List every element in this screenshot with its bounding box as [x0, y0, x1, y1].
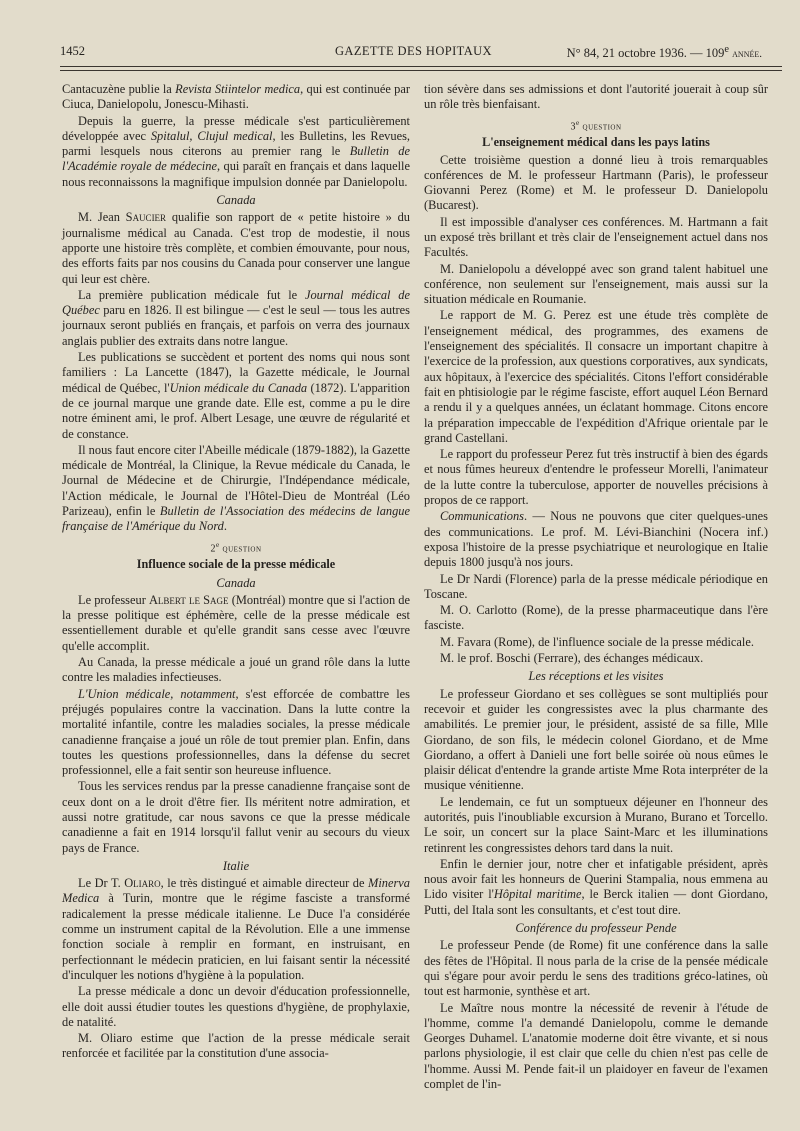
- paragraph: Les publications se succèdent et portent des noms qui nous sont familiers : La Lancette (1847), la Gazette médicale, le Journal médical de Québec, l'Union médicale du Canada (1872). L'apparition de ce journal marque une grande date. Elle est, comme a pu le dire notre éminent ami, le prof. Albert Lesage, une œuvre de régularité et de constance.: [62, 350, 410, 441]
- paragraph: Il nous faut encore citer l'Abeille médicale (1879-1882), la Gazette médicale de Montréal, la Clinique, la Revue médicale du Canada, le Journal de Médecine et de Chirurgie, l'Indépendance médicale, l'Action médicale, le Journal de l'Hôtel-Dieu de Montréal (Léo Parizeau), enfin le Bulletin de l'Association des médecins de langue française de l'Amérique du Nord.: [62, 442, 410, 534]
- paragraph: La presse médicale a donc un devoir d'éducation professionnelle, elle doit aussi étudier toutes les questions d'hygiène, de prophylaxie, de natalité.: [62, 984, 410, 1029]
- paragraph: M. Danielopolu a développé avec son grand talent habituel une conférence, non seulement sur l'enseignement, mais aussi sur la situation médicale en Roumanie.: [424, 261, 768, 307]
- issue-info: N° 84, 21 octobre 1936. — 109e année.: [566, 44, 762, 61]
- paragraph: Au Canada, la presse médicale a joué un grand rôle dans la lutte contre les maladies infectieuses.: [62, 655, 410, 685]
- paragraph: Le rapport du professeur Perez fut très instructif à bien des égards et nous fûmes heureux d'entendre le professeur Morelli, l'animateur de la lutte contre la tuberculose, apporter de nouvelles précisions à propos de ce rapport.: [424, 447, 768, 508]
- paragraph: Cette troisième question a donné lieu à trois remarquables conférences de M. le professeur Hartmann (Paris), le professeur Giovanni Perez (Rome) et M. le professeur D. Danielopolu (Bucarest).: [424, 152, 768, 213]
- subheading-receptions: Les réceptions et les visites: [528, 669, 664, 684]
- right-column: [424, 82, 768, 1093]
- journal-title: GAZETTE DES HOPITAUX: [335, 44, 492, 58]
- question-number: 3e question: [570, 118, 622, 132]
- paragraph: L'Union médicale, notamment, s'est efforcée de combattre les préjugés populaires contre la vaccination. Dans la lutte contre la mortalité infantile, contre les maladies sociales, la presse médicale canadienne française a joué un rôle de tout premier plan. Enfin, dans toutes les questions professionnelles, dans la défense du secret professionnel, elle a fait sentir son heureuse influence.: [62, 686, 410, 778]
- paragraph: M. O. Carlotto (Rome), de la presse pharmaceutique dans l'ère fasciste.: [424, 603, 768, 633]
- paragraph: La première publication médicale fut le Journal médical de Québec paru en 1826. Il est bilingue — c'est le seul — tous les autres journaux seront publiés en français, et parfois on verra des journaux anglais publier des extraits dans notre langue.: [62, 287, 410, 348]
- left-column: [62, 82, 410, 1063]
- subheading-canada: Canada: [216, 193, 256, 208]
- section-title: Influence sociale de la presse médicale: [136, 557, 336, 572]
- subheading-italie: Italie: [222, 858, 250, 873]
- paragraph: M. Oliaro estime que l'action de la presse médicale serait renforcée et facilitée par la constitution d'une associa-: [62, 1031, 410, 1061]
- paragraph: Il est impossible d'analyser ces conférences. M. Hartmann a fait un exposé très brillant et très clair de l'enseignement actuel dans nos Facultés.: [424, 214, 768, 260]
- paragraph: Le Maître nous montre la nécessité de revenir à l'étude de l'homme, comme l'a demandé Danielopolu, comme le demande Georges Duhamel. L'anatomie moderne doit être vivante, et si nous parlons physiologie, il est clair que celle du chien n'est pas celle de l'homme. Aussi M. Pende fait-il un plaidoyer en faveur de l'examen complet de l'in-: [424, 1000, 768, 1092]
- paragraph: Le professeur Giordano et ses collègues se sont multipliés pour recevoir et guider les congressistes avec la plus charmante des amabilités. Le premier jour, le président, assisté de sa fille, Mlle Giordano, de son fils, le médecin colonel Giordano, et de Mme Giordano, a offert à Danieli une fort belle soirée où nous eûmes le plaisir délicat d'entendre la grande artiste Mme Rota interpréter de la musique vénitienne.: [424, 686, 768, 793]
- question-number: 2e question: [210, 540, 262, 554]
- paragraph: Le lendemain, ce fut un somptueux déjeuner en l'honneur des autorités, puis l'inoubliable excursion à Murano, Burano et Torcello. Le soir, un concert sur la place Saint-Marc et les illuminations retinrent les congressistes dehors tard dans la nuit.: [424, 794, 768, 855]
- subheading-pende: Conférence du professeur Pende: [515, 921, 677, 936]
- page-number: 1452: [60, 44, 85, 58]
- paragraph: Le rapport de M. G. Perez est une étude très complète de l'enseignement médical, des programmes, des examens de l'enseignement des spécialités. Il consacre un important chapitre à l'exercice de la profession, aux questions corporatives, aux syndicats, aux hôpitaux, à l'exercice des spécialités. Citons l'effort considérable fait en phtisiologie par le régime fasciste, effort auquel Léon Bernard a rendu il y a quelques années, un éclatant hommage. Citons encore la préparation impeccable de l'expédition d'Afrique orientale par le grand Castellani.: [424, 308, 768, 445]
- paragraph: Le professeur Albert le Sage (Montréal) montre que si l'action de la presse politique est éphémère, celle de la presse médicale est essentiellement durable et qu'elle grandit sans cesse avec l'œuvre qu'elle accomplit.: [62, 592, 411, 653]
- paragraph: tion sévère dans ses admissions et dont l'autorité jouerait à coup sûr un rôle très bienfaisant.: [424, 82, 768, 112]
- paragraph: M. Favara (Rome), de l'influence sociale de la presse médicale.: [440, 634, 754, 649]
- page-header: [60, 44, 762, 62]
- paragraph: Depuis la guerre, la presse médicale s'est particulièrement développée avec Spitalul, Clujul medical, les Bulletins, les Revues, parmi lesquels nous citerons au premier rang le Bulletin de l'Académie royale de médecine, qui paraît en français et dans laquelle nous reconnaissons la magnifique impulsion donnée par Danielopolu.: [62, 113, 410, 189]
- paragraph: Le Dr Nardi (Florence) parla de la presse médicale périodique en Toscane.: [424, 571, 768, 601]
- header-rule-thin: [60, 70, 782, 71]
- paragraph: Cantacuzène publie la Revista Stiintelor medica, qui est continuée par Ciuca, Danielopolu, Jonescu-Mihasti.: [62, 82, 411, 112]
- paragraph: M. le prof. Boschi (Ferrare), des échanges médicaux.: [440, 651, 704, 666]
- paragraph: Le Dr T. Oliaro, le très distingué et aimable directeur de Minerva Medica à Turin, montre que le régime fasciste a transformé radicalement la presse médicale italienne. Le Duce l'a considérée comme un instrument capital de la Révolution. Elle a une immense fonction sociale à remplir en formant, en instruisant, en perfectionnant le médecin praticien, en lui faisant sentir la nécessité d'inculquer les notions d'hygiène à la population.: [62, 876, 410, 982]
- subheading-canada: Canada: [216, 575, 256, 590]
- paragraph: M. Jean Saucier qualifie son rapport de « petite histoire » du journalisme médical au Canada. C'est trop de modestie, il nous apporte une histoire très complète, et combien émouvante, pour nous, des efforts faits par nos cousins du Canada pour conserver une langue qui leur est chère.: [62, 210, 410, 286]
- paragraph: Le professeur Pende (de Rome) fit une conférence dans la salle des fêtes de l'Hôpital. Il nous parla de la crise de la pensée médicale qui s'égare pour avoir perdu le sens des traditions gréco-latines, où tout est harmonie, synthèse et art.: [424, 938, 768, 999]
- paragraph: Communications. — Nous ne pouvons que citer quelques-unes des communications. Le prof. M. Lévi-Bianchini (Nocera inf.) exposa l'histoire de la presse psychiatrique et neurologique en Italie depuis 1800 jusqu'à nos jours.: [424, 509, 768, 570]
- paragraph: Enfin le dernier jour, notre cher et infatigable président, après nous avoir fait les honneurs de Querini Stampalia, nous emmena au Lido visiter l'Hôpital maritime, le Berck italien — dont Giordano, Putti, del Itala sont les consultants, et c'est tout dire.: [424, 856, 768, 917]
- paragraph: Tous les services rendus par la presse canadienne française sont de ceux dont on a le droit d'être fier. Ils méritent notre admiration, et aussi notre gratitude, car nous savons ce que la presse médicale canadienne a fait en 1914 lorsqu'il fallut venir au secours du vieux pays de France.: [62, 779, 410, 855]
- header-rule: [60, 66, 782, 67]
- section-title: L'enseignement médical dans les pays latins: [482, 135, 710, 150]
